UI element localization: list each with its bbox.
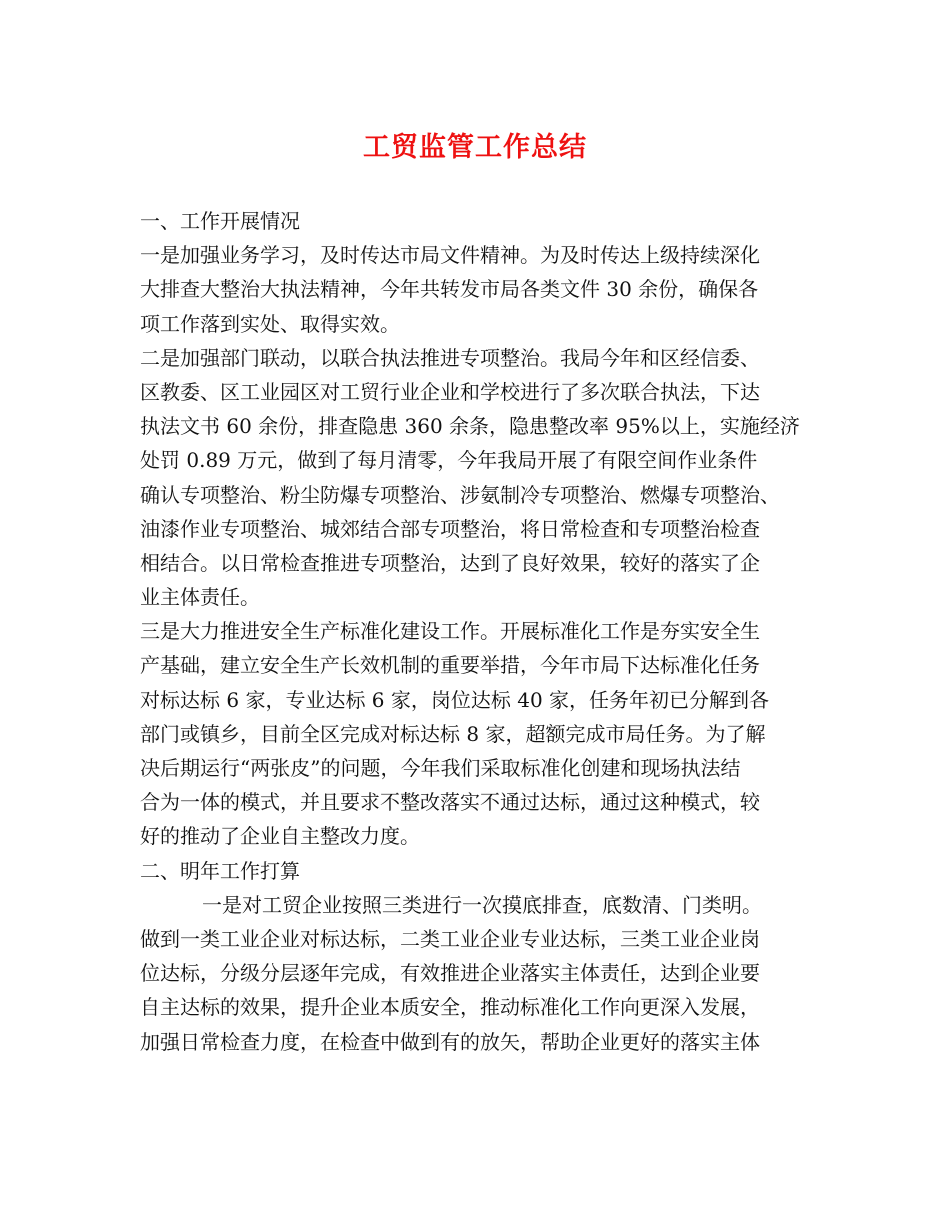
paragraph-line: 业主体责任。 — [140, 585, 260, 610]
document-body — [140, 204, 830, 1059]
paragraph-line: 执法文书 60 余份，排查隐患 360 余条，隐患整改率 95%以上，实施经济 — [140, 414, 800, 439]
paragraph-line: 一是加强业务学习，及时传达市局文件精神。为及时传达上级持续深化 — [140, 243, 760, 268]
paragraph-line: 三是大力推进安全生产标准化建设工作。开展标准化工作是夯实安全生 — [140, 619, 760, 644]
paragraph-line: 二是加强部门联动，以联合执法推进专项整治。我局今年和区经信委、 — [140, 345, 760, 370]
paragraph-line: 加强日常检查力度，在检查中做到有的放矢，帮助企业更好的落实主体 — [140, 1029, 760, 1054]
paragraph-line: 决后期运行“两张皮”的问题，今年我们采取标准化创建和现场执法结 — [140, 756, 741, 780]
paragraph-line: 好的推动了企业自主整改力度。 — [140, 824, 420, 849]
paragraph-line: 自主达标的效果，提升企业本质安全，推动标准化工作向更深入发展， — [140, 995, 760, 1020]
paragraph-line: 做到一类工业企业对标达标，二类工业企业专业达标，三类工业企业岗 — [140, 926, 760, 951]
paragraph-line: 处罚 0.89 万元，做到了每月清零，今年我局开展了有限空间作业条件 — [140, 448, 758, 473]
paragraph-line: 合为一体的模式，并且要求不整改落实不通过达标，通过这种模式，较 — [140, 790, 760, 815]
paragraph-line: 位达标，分级分层逐年完成，有效推进企业落实主体责任，达到企业要 — [140, 961, 760, 986]
section-heading: 二、明年工作打算 — [140, 858, 300, 883]
paragraph-line: 区教委、区工业园区对工贸行业企业和学校进行了多次联合执法，下达 — [140, 379, 760, 404]
paragraph-line: 对标达标 6 家，专业达标 6 家，岗位达标 40 家，任务年初已分解到各 — [140, 687, 770, 712]
paragraph-line: 产基础，建立安全生产长效机制的重要举措，今年市局下达标准化任务 — [140, 653, 760, 678]
paragraph-line: 大排查大整治大执法精神，今年共转发市局各类文件 30 余份，确保各 — [140, 277, 759, 302]
paragraph-line: 油漆作业专项整治、城郊结合部专项整治，将日常检查和专项整治检查 — [140, 516, 760, 541]
paragraph-line: 相结合。以日常检查推进专项整治，达到了良好效果，较好的落实了企 — [140, 550, 760, 575]
paragraph-line: 部门或镇乡，目前全区完成对标达标 8 家，超额完成市局任务。为了解 — [140, 721, 766, 746]
paragraph-line: 项工作落到实处、取得实效。 — [140, 311, 400, 336]
paragraph-line: 确认专项整治、粉尘防爆专项整治、涉氨制冷专项整治、燃爆专项整治、 — [140, 482, 780, 507]
section-heading: 一、工作开展情况 — [140, 209, 300, 233]
paragraph-line: 一是对工贸企业按照三类进行一次摸底排查，底数清、门类明。 — [202, 892, 762, 917]
document-title: 工贸监管工作总结 — [363, 132, 587, 163]
